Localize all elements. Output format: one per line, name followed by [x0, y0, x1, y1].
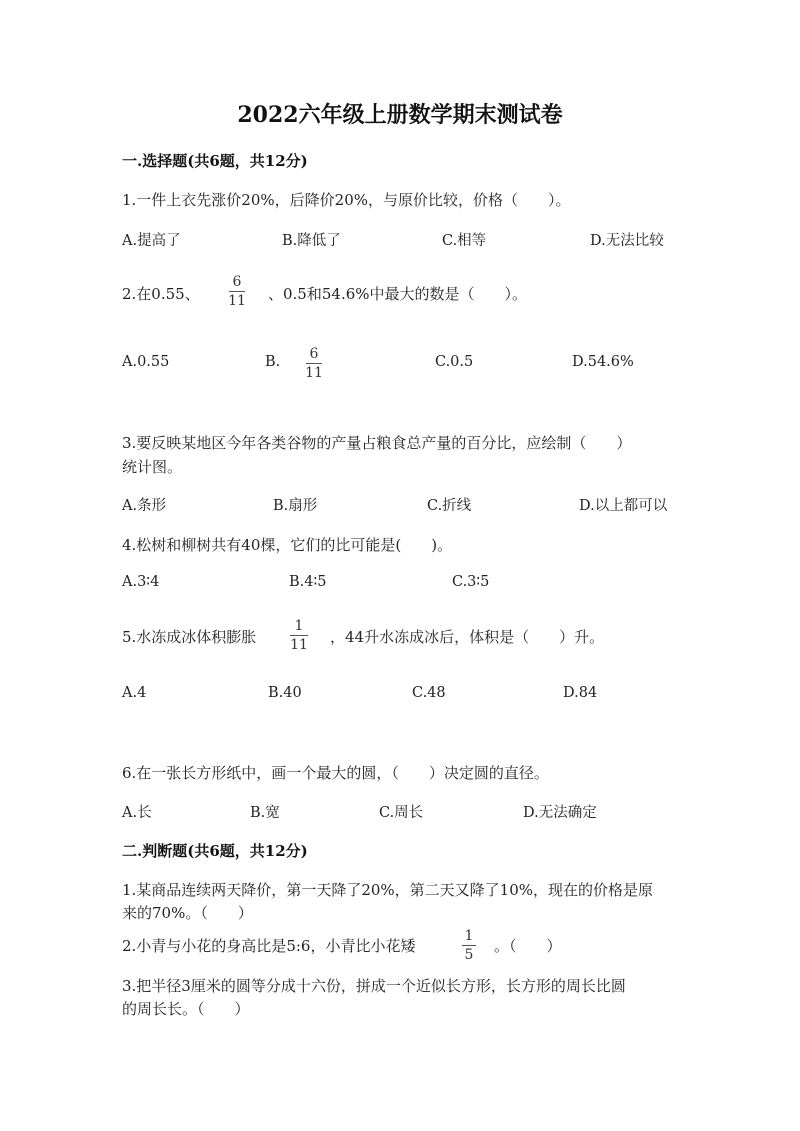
- q3-option-c: C.折线: [427, 498, 472, 514]
- q2-option-b-numerator: 6: [309, 346, 319, 362]
- q1-option-a: A.提高了: [122, 233, 181, 249]
- q2-fraction: [229, 274, 245, 309]
- q1-option-b: B.降低了: [282, 233, 341, 249]
- q5-fraction-denominator: 11: [290, 637, 308, 653]
- q6-option-b: B.宽: [250, 805, 280, 821]
- question-3-line-2: 统计图。: [122, 458, 183, 476]
- q1-option-d: D.无法比较: [590, 233, 664, 249]
- q2-option-c: C.0.5: [435, 354, 474, 370]
- q5-option-b: B.40: [268, 685, 302, 701]
- q5-option-d: D.84: [563, 685, 598, 701]
- q2-option-d: D.54.6%: [572, 354, 634, 370]
- q2-option-b-fraction: [306, 346, 322, 381]
- question-2-text-before: 2.在0.55、: [122, 285, 200, 303]
- q2-option-b-denominator: 11: [305, 365, 323, 381]
- q1-option-c: C.相等: [442, 233, 487, 249]
- fraction-bar: [306, 363, 322, 364]
- section-heading-choice: 一.选择题(共6题，共12分): [122, 152, 308, 170]
- question-5-text-after: ，44升水冻成冰后，体积是（ ）升。: [330, 628, 605, 646]
- question-1-text: 1.一件上衣先涨价20%，后降价20%，与原价比较，价格（ ）。: [122, 191, 571, 209]
- q5-option-c: C.48: [412, 685, 446, 701]
- q2-option-b-prefix: B.: [265, 354, 281, 370]
- q6-option-d: D.无法确定: [523, 805, 597, 821]
- q2-fraction-denominator: 11: [228, 293, 246, 309]
- q5-fraction: [290, 618, 308, 653]
- judgment-2-fraction: [462, 928, 476, 963]
- question-4-text: 4.松树和柳树共有40棵，它们的比可能是( )。: [122, 536, 453, 554]
- q5-fraction-numerator: 1: [294, 618, 304, 634]
- q6-option-c: C.周长: [379, 805, 424, 821]
- q4-option-b: B.4∶5: [289, 574, 327, 590]
- judgment-1-line-2: 来的70%。（ ）: [122, 904, 253, 922]
- fraction-bar: [290, 635, 308, 636]
- q5-option-a: A.4: [122, 685, 147, 701]
- q3-option-a: A.条形: [122, 498, 167, 514]
- question-6-text: 6.在一张长方形纸中，画一个最大的圆，（ ）决定圆的直径。: [122, 764, 549, 782]
- q4-option-c: C.3∶5: [452, 574, 490, 590]
- q2-fraction-numerator: 6: [232, 274, 242, 290]
- fraction-bar: [229, 291, 245, 292]
- judgment-2-text-after: 。（ ）: [494, 937, 562, 955]
- fraction-bar: [462, 945, 476, 946]
- q4-option-a: A.3∶4: [122, 574, 160, 590]
- question-3-line-1: 3.要反映某地区今年各类谷物的产量占粮食总产量的百分比，应绘制（ ）: [122, 434, 632, 452]
- q2-option-a: A.0.55: [122, 354, 170, 370]
- section-heading-judgment: 二.判断题(共6题，共12分): [122, 842, 308, 860]
- judgment-1-line-1: 1.某商品连续两天降价，第一天降了20%，第二天又降了10%，现在的价格是原: [122, 881, 653, 899]
- judgment-2-fraction-numerator: 1: [464, 928, 474, 944]
- q3-option-d: D.以上都可以: [579, 498, 668, 514]
- judgment-2-text-before: 2.小青与小花的身高比是5:6，小青比小花矮: [122, 937, 416, 955]
- judgment-3-line-1: 3.把半径3厘米的圆等分成十六份，拼成一个近似长方形，长方形的周长比圆: [122, 977, 626, 995]
- q3-option-b: B.扇形: [273, 498, 318, 514]
- question-5-text-before: 5.水冻成冰体积膨胀: [122, 628, 257, 646]
- q6-option-a: A.长: [122, 805, 152, 821]
- judgment-3-line-2: 的周长长。（ ）: [122, 1000, 250, 1018]
- question-2-text-after: 、0.5和54.6%中最大的数是（ ）。: [268, 285, 528, 303]
- page-title: 2022六年级上册数学期末测试卷: [237, 102, 563, 128]
- judgment-2-fraction-denominator: 5: [464, 947, 474, 963]
